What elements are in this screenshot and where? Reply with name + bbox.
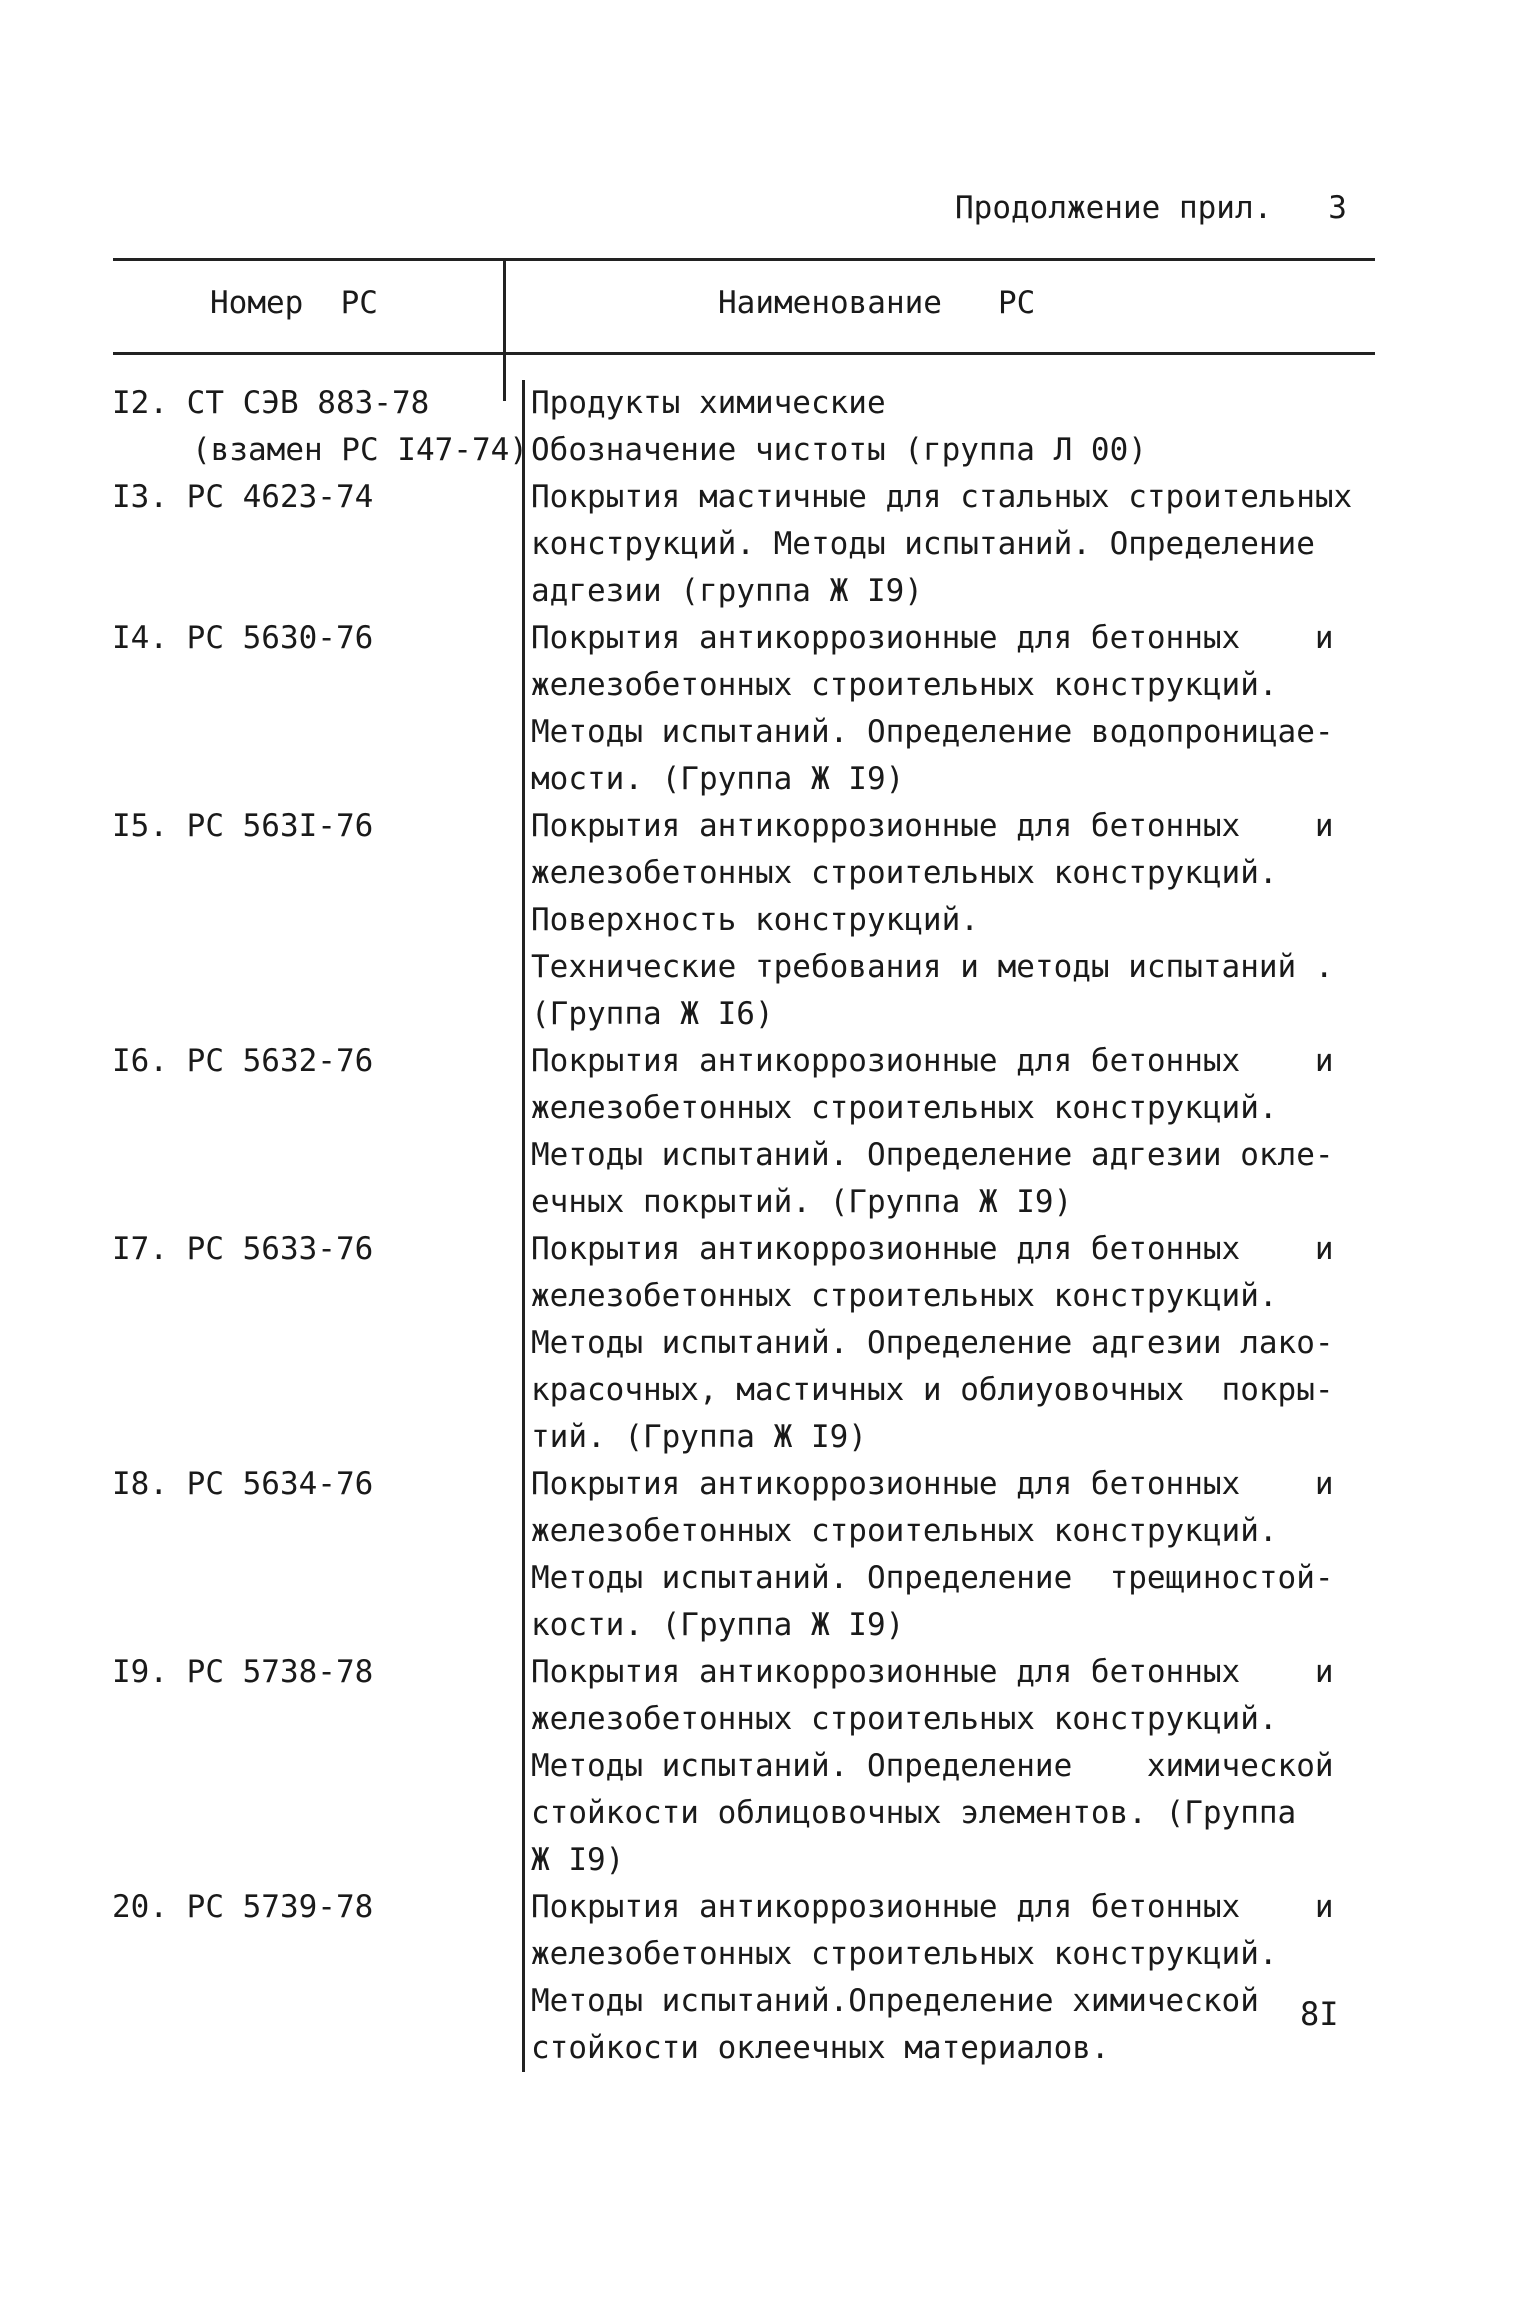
- row-number-text: I2. СТ СЭВ 883-78: [112, 385, 430, 421]
- row-title-line: Технические требования и методы испытаний .: [531, 949, 1334, 985]
- row-title-line: железобетонных строительных конструкций.: [531, 1090, 1278, 1126]
- row-title: [522, 380, 1381, 474]
- row-title-line: Обозначение чистоты (группа Л 00): [531, 432, 1147, 468]
- row-number: [112, 1461, 373, 1508]
- row-title-line: железобетонных строительных конструкций.: [531, 1701, 1278, 1737]
- row-number-text: I8. РС 5634-76: [112, 1466, 374, 1502]
- row-number: [112, 615, 373, 662]
- row-title-line: Методы испытаний. Определение адгезии лако-: [531, 1325, 1334, 1361]
- row-title-line: железобетонных строительных конструкций.: [531, 855, 1278, 891]
- row-title-line: Покрытия антикоррозионные для бетонных и: [531, 1231, 1334, 1267]
- table-row: [0, 1226, 1535, 1461]
- row-title-line: Методы испытаний. Определение химической: [531, 1748, 1334, 1784]
- row-number: [112, 1038, 373, 1085]
- row-number: [112, 803, 373, 850]
- row-title-line: (Группа Ж I6): [531, 996, 774, 1032]
- row-number: [112, 1649, 373, 1696]
- table-row: [0, 803, 1535, 1038]
- row-title-line: Покрытия антикоррозионные для бетонных и: [531, 1654, 1334, 1690]
- row-title-line: Методы испытаний. Определение адгезии окле-: [531, 1137, 1334, 1173]
- table-row: [0, 1038, 1535, 1226]
- row-title-line: железобетонных строительных конструкций.: [531, 1936, 1278, 1972]
- row-number: [112, 1226, 373, 1273]
- row-title-line: Поверхность конструкций.: [531, 902, 979, 938]
- row-title-line: Покрытия антикоррозионные для бетонных и: [531, 1889, 1334, 1925]
- row-title-line: железобетонных строительных конструкций.: [531, 1513, 1278, 1549]
- row-title-line: железобетонных строительных конструкций.: [531, 1278, 1278, 1314]
- row-title-line: Методы испытаний.Определение химической: [531, 1983, 1259, 2019]
- table-row: [0, 474, 1535, 615]
- row-title-line: тий. (Группа Ж I9): [531, 1419, 867, 1455]
- table-row: [0, 1649, 1535, 1884]
- row-title-line: ечных покрытий. (Группа Ж I9): [531, 1184, 1073, 1220]
- table-header-rule: [113, 352, 1375, 355]
- row-title-line: кости. (Группа Ж I9): [531, 1607, 905, 1643]
- row-title: [522, 1649, 1381, 1884]
- row-title: [522, 1038, 1381, 1226]
- row-title: [522, 803, 1381, 1038]
- row-number-text: I3. РС 4623-74: [112, 479, 374, 515]
- row-number-note: (взамен РС I47-74): [192, 432, 528, 468]
- row-title-line: Покрытия мастичные для стальных строительных: [531, 479, 1353, 515]
- page-number: 8I: [1300, 1995, 1339, 2033]
- row-title: [522, 474, 1381, 615]
- row-title-line: стойкости оклеечных материалов.: [531, 2030, 1110, 2066]
- row-title-line: Методы испытаний. Определение водопроницае-: [531, 714, 1334, 750]
- row-title: [522, 1226, 1381, 1461]
- row-title-line: Покрытия антикоррозионные для бетонных и: [531, 620, 1334, 656]
- row-number: [112, 380, 528, 474]
- row-title-line: стойкости облицовочных элементов. (Группа: [531, 1795, 1297, 1831]
- row-title-line: Покрытия антикоррозионные для бетонных и: [531, 808, 1334, 844]
- table-top-rule: [113, 258, 1375, 261]
- row-title-line: Покрытия антикоррозионные для бетонных и: [531, 1043, 1334, 1079]
- column-header-name: Наименование РС: [718, 285, 1036, 321]
- table-row: [0, 380, 1535, 474]
- row-number-text: I4. РС 5630-76: [112, 620, 374, 656]
- row-title-line: Методы испытаний. Определение трещиностой-: [531, 1560, 1334, 1596]
- row-number: [112, 474, 373, 521]
- row-number-text: 20. РС 5739-78: [112, 1889, 374, 1925]
- table-row: [0, 1461, 1535, 1649]
- table-row: [0, 1884, 1535, 2072]
- row-title-line: Ж I9): [531, 1842, 625, 1878]
- row-number-text: I9. РС 5738-78: [112, 1654, 374, 1690]
- row-title-line: мости. (Группа Ж I9): [531, 761, 905, 797]
- table-row: [0, 615, 1535, 803]
- column-header-number: Номер РС: [210, 285, 378, 321]
- row-title-line: Покрытия антикоррозионные для бетонных и: [531, 1466, 1334, 1502]
- row-title-line: Продукты химические: [531, 385, 886, 421]
- row-title: [522, 615, 1381, 803]
- row-title-line: конструкций. Методы испытаний. Определение: [531, 526, 1315, 562]
- row-title-line: красочных, мастичных и облиуовочных покры-: [531, 1372, 1334, 1408]
- row-title-line: железобетонных строительных конструкций.: [531, 667, 1278, 703]
- continuation-label: Продолжение прил. 3: [955, 190, 1347, 226]
- row-number-text: I7. РС 5633-76: [112, 1231, 374, 1267]
- row-title: [522, 1461, 1381, 1649]
- row-number: [112, 1884, 373, 1931]
- row-title: [522, 1884, 1381, 2072]
- table-body: [0, 380, 1535, 2072]
- row-number-text: I6. РС 5632-76: [112, 1043, 374, 1079]
- row-number-text: I5. РС 563I-76: [112, 808, 374, 844]
- row-title-line: адгезии (группа Ж I9): [531, 573, 923, 609]
